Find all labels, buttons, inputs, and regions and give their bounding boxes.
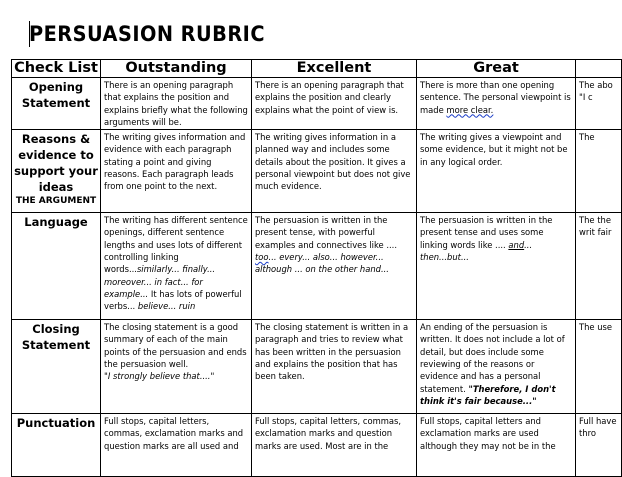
cell-outstanding: The closing statement is a good summary of each of the main points of the persuasion and ends the persuasion well. "I strongly believe that...." [101,320,252,414]
cell-great: The persuasion is written in the present tense and uses some linking words like .... and... then...but... [417,213,576,320]
header-checklist: Check List [12,60,101,78]
cell-excellent: The writing gives information in a planned way and includes some details about the position. It gives a personal viewpoint but does not give much evidence. [252,130,417,213]
criterion-punctuation: Punctuation [12,414,101,477]
cell-next: The [576,130,622,213]
criterion-language: Language [12,213,101,320]
rubric-table [11,59,622,477]
cell-excellent: Full stops, capital letters, commas, exclamation marks and question marks are used. Most are in the [252,414,417,477]
cell-outstanding: The writing gives information and evidence with each paragraph stating a point and giving reasons. Each paragraph leads from one point to the next. [101,130,252,213]
cell-outstanding: The writing has different sentence openings, different sentence lengths and uses lots of different controlling linking words...similarly... finally... moreover... in fact... for example... It has lots of powerful verbs... believe... ruin [101,213,252,320]
criterion-closing: Closing Statement [12,320,101,414]
header-next [576,60,622,78]
header-excellent: Excellent [252,60,417,78]
header-outstanding: Outstanding [101,60,252,78]
cell-next: The use [576,320,622,414]
cell-outstanding: There is an opening paragraph that explains the position and explains briefly what the following arguments will be. [101,78,252,130]
criterion-opening: Opening Statement [12,78,101,130]
cell-great: There is more than one opening sentence. The personal viewpoint is made more clear. [417,78,576,130]
cell-excellent: There is an opening paragraph that explains the position and clearly explains what the point of view is. [252,78,417,130]
cell-outstanding: Full stops, capital letters, commas, exclamation marks and question marks are all used and [101,414,252,477]
criterion-reasons: Reasons & evidence to support your ideas THE ARGUMENT [12,130,101,213]
table-row [12,130,622,213]
cell-great: Full stops, capital letters and exclamation marks are used although they may not be in the [417,414,576,477]
table-row [12,414,622,477]
cell-great: An ending of the persuasion is written. It does not include a lot of detail, but does include some reviewing of the reasons or evidence and has a personal statement. "Therefore, I don't think it's fair because..." [417,320,576,414]
cell-excellent: The closing statement is written in a paragraph and tries to review what has been written in the persuasion and explains the position that has been taken. [252,320,417,414]
table-row [12,78,622,130]
header-great: Great [417,60,576,78]
cell-next: Full have thro [576,414,622,477]
header-row [12,60,622,78]
cell-great: The writing gives a viewpoint and some evidence, but it might not be in any logical order. [417,130,576,213]
page-title: PERSUASION RUBRIC [29,22,265,46]
table-row [12,320,622,414]
cell-next: The the writ fair [576,213,622,320]
table-row [12,213,622,320]
cell-excellent: The persuasion is written in the present tense, with powerful examples and connectives like .... too... every... also... however... although ... on the other hand... [252,213,417,320]
cell-next: The abo "I c [576,78,622,130]
